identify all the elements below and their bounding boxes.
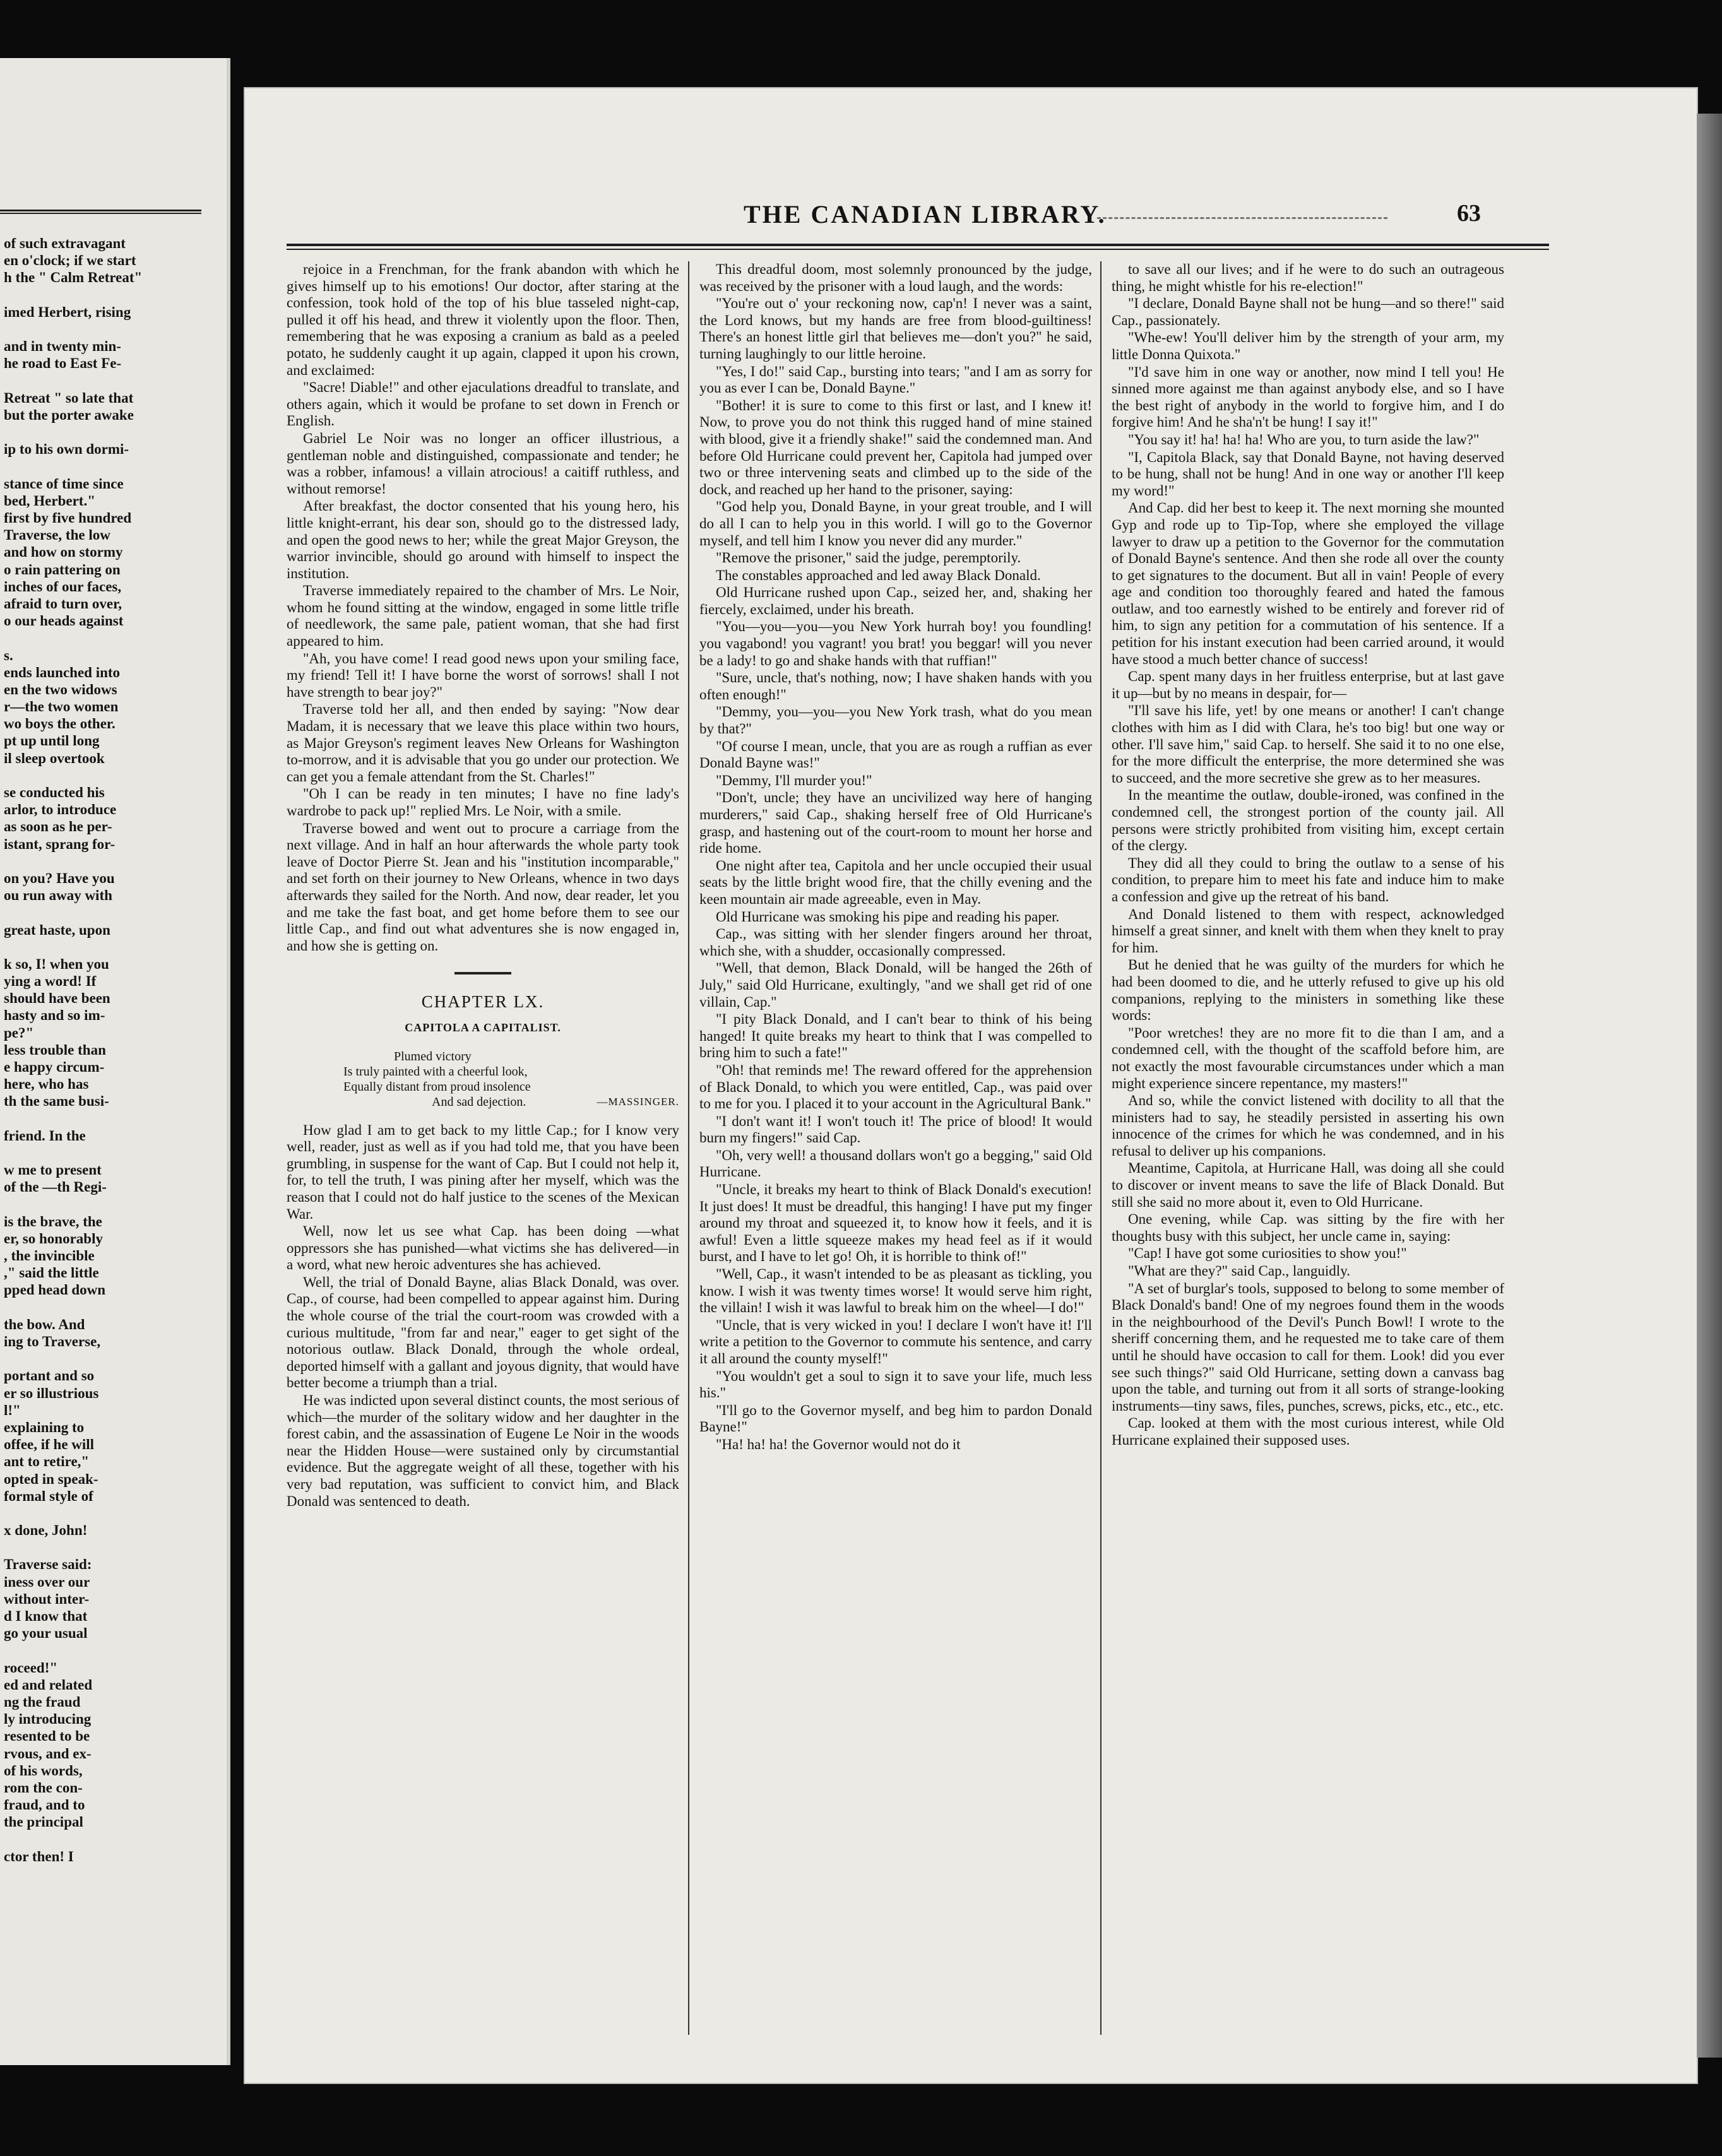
epigraph-line: Is truly painted with a cheerful look, (343, 1064, 528, 1079)
text-line: stance of time since (4, 475, 124, 492)
text-line: istant, sprang for- (4, 836, 116, 852)
paragraph: "Ha! ha! ha! the Governor would not do it (716, 1436, 961, 1452)
text-line: and how on stormy (4, 544, 123, 560)
text-line (4, 321, 218, 338)
text-line: as soon as he per- (4, 819, 112, 835)
paragraph: "Don't, uncle; they have an uncivilized way here of hanging murderers," said Cap., shaking herself free of Old Hurricane's grasp, and hastening out of the court-room to mount her horse and ride home. (699, 790, 1092, 856)
text-line (4, 1830, 218, 1847)
text-line: roceed!" (4, 1659, 58, 1676)
text-line: formal style of (4, 1488, 93, 1504)
paragraph: He was indicted upon several distinct counts, the most serious of which—the murder of the solitary widow and her daughter in the forest cabin, and the assassination of Eugene Le Noir in the woods near the Hidden House—were sustained only by circumstantial evidence. But the aggregate weight of all these, together with his very bad reputation, was sufficient to convict him, and Black Donald was sentenced to death. (287, 1392, 679, 1509)
text-line: inches of our faces, (4, 578, 122, 595)
column-divider (688, 261, 689, 2035)
left-page-text (4, 235, 218, 1865)
text-line (4, 1505, 218, 1522)
text-line: opted in speak- (4, 1471, 98, 1487)
text-line: ip to his own dormi- (4, 441, 129, 458)
paragraph: "A set of burglar's tools, supposed to belong to some member of Black Donald's band! One of my negroes found them in the woods in the neighbourhood of the Devil's Punch Bowl! I wrote to the sheriff concerning them, and he requested me to take care of them until he should have occasion to call for them. Look! did you ever see such things?" said Old Hurricane, setting down a canvass bag upon the table, and turning out from it all sorts of strange-looking instruments—tiny saws, files, punches, screws, picks, etc., etc., etc. (1112, 1280, 1504, 1414)
paragraph: "Well, Cap., it wasn't intended to be as pleasant as tickling, you know. I wish it was twenty times worse! It would serve him right, the villain! I wish it was lawful to break him on the wheel—I do!" (699, 1266, 1092, 1316)
text-line: , the invincible (4, 1248, 95, 1264)
paragraph: This dreadful doom, most solemnly pronounced by the judge, was received by the prisoner with a loud laugh, and the words: (699, 261, 1092, 294)
text-line: portant and so (4, 1368, 95, 1384)
paragraph: One evening, while Cap. was sitting by the fire with her thoughts busy with this subject, her uncle came in, saying: (1112, 1211, 1504, 1244)
chapter-heading: CHAPTER LX. (421, 992, 545, 1012)
text-line: resented to be (4, 1728, 90, 1744)
text-line: he road to East Fe- (4, 355, 122, 372)
left-page-fragment (0, 58, 230, 2065)
text-line: ed and related (4, 1676, 93, 1693)
text-line: ," said the little (4, 1265, 99, 1281)
header-rule (287, 244, 1549, 250)
paragraph: Traverse bowed and went out to procure a carriage from the next village. And in half an hour afterwards the whole party took leave of Doctor Pierre St. Jean and his "institution incomparable," and set forth on their journey to New Orleans, whence in two days afterwards they sailed for the North. And now, dear reader, let you and me take the fast boat, and get home before them to see our little Cap., and find out what adventures she is now engaged in, and how she is getting on. (287, 820, 679, 954)
paragraph: "Demmy, I'll murder you!" (716, 772, 872, 788)
paragraph: "I pity Black Donald, and I can't bear to think of his being hanged! It quite breaks my heart to think that I was compelled to bring him to such a fate!" (699, 1011, 1092, 1061)
text-line: h the " Calm Retreat" (4, 270, 143, 286)
text-line (4, 1539, 218, 1556)
epigraph-source: —MASSINGER. (597, 1095, 679, 1108)
text-line: of his words, (4, 1762, 83, 1779)
paragraph: "You wouldn't get a soul to sign it to save your life, much less his." (699, 1368, 1092, 1401)
paragraph: How glad I am to get back to my little Cap.; for I know very well, reader, just as well as if you had told me, that you have been grumbling, in suspense for the want of Cap. But I could not help it, for, to tell the truth, I was pining after her myself, which was the reason that I could not do half justice to the scenes of the Mexican War. (287, 1122, 679, 1222)
text-line: wo boys the other. (4, 716, 116, 732)
text-line (4, 287, 218, 304)
text-line: Retreat " so late that (4, 389, 134, 406)
text-line (4, 853, 218, 870)
paragraph: The constables approached and led away Black Donald. (716, 567, 1041, 583)
paragraph: In the meantime the outlaw, double-ironed, was confined in the condemned cell, the strongest portion of the county jail. All persons were strictly prohibited from visiting him, except certain of the clergy. (1112, 787, 1504, 854)
text-line: on you? Have you (4, 870, 115, 886)
paragraph: Cap. spent many days in her fruitless enterprise, but at last gave it up—but by no means in despair, for— (1112, 668, 1504, 701)
text-column-3 (1112, 261, 1504, 1450)
text-line: first by five hundred (4, 510, 132, 526)
paragraph: "God help you, Donald Bayne, in your great trouble, and I will do all I can to help you in this world. I will go to the Governor myself, and tell him I know you never did any murder." (699, 499, 1092, 548)
paragraph: Cap. looked at them with the most curious interest, while Old Hurricane explained their supposed uses. (1112, 1415, 1504, 1448)
column-divider (1100, 261, 1101, 2035)
paragraph: But he denied that he was guilty of the murders for which he had been doomed to die, and he utterly refused to give up his old companions, replying to the ministers in something like these words: (1112, 957, 1504, 1024)
paragraph: Old Hurricane rushed upon Cap., seized her, and, shaking her fiercely, exclaimed, under his breath. (699, 584, 1092, 617)
header-dash-ornament (1097, 217, 1387, 219)
epigraph-line: Plumed victory (394, 1049, 472, 1063)
paragraph: Gabriel Le Noir was no longer an officer illustrious, a gentleman noble and distinguished, compassionate and tender; he was a robber, infamous! a villain atrocious! a caitiff ruthless, and without remorse! (287, 430, 679, 497)
text-line: ng the fraud (4, 1693, 81, 1710)
paragraph: "Oh! that reminds me! The reward offered for the apprehension of Black Donald, to which you were entitled, Cap., was paid over to me for you. I placed it to your account in the Agricultural Bank." (699, 1062, 1092, 1112)
text-line: without inter- (4, 1590, 90, 1607)
text-line: th the same busi- (4, 1093, 109, 1110)
text-line: pe?" (4, 1024, 34, 1041)
text-line: pt up until long (4, 733, 100, 749)
paragraph: They did all they could to bring the outlaw to a sense of his condition, to prepare him to meet his fate and induce him to make a confession and give up the retreat of his band. (1112, 855, 1504, 904)
paragraph: "I'll go to the Governor myself, and beg him to pardon Donald Bayne!" (699, 1402, 1092, 1435)
text-line (4, 767, 218, 784)
text-line: o rain pattering on (4, 561, 121, 578)
paragraph: And so, while the convict listened with docility to all that the ministers had to say, he steadily persisted in asserting his own innocence of the crimes for which he was condemned, and in his refusal to deliver up his companions. (1112, 1093, 1504, 1159)
text-line: rvous, and ex- (4, 1745, 92, 1762)
paragraph: "Sure, uncle, that's nothing, now; I have shaken hands with you often enough!" (699, 670, 1092, 702)
text-line: here, who has (4, 1076, 89, 1093)
paragraph: "You're out o' your reckoning now, cap'n! I never was a saint, the Lord knows, but my hands are free from blood-guiltiness! There's an honest little girl that believes me—don't you?" he said, turning laughingly to our little heroine. (699, 295, 1092, 362)
text-line: Traverse, the low (4, 527, 110, 543)
text-line: rom the con- (4, 1779, 83, 1796)
paragraph: "I don't want it! I won't touch it! The price of blood! It would burn my fingers!" said Cap. (699, 1113, 1092, 1146)
text-line: il sleep overtook (4, 750, 105, 766)
paragraph: "Poor wretches! they are no more fit to die than I am, and a condemned cell, with the thought of the scaffold before him, are not exactly the most favourable circumstances under which a man might experience sincere repentance, my masters!" (1112, 1024, 1504, 1091)
paragraph: Old Hurricane was smoking his pipe and reading his paper. (716, 908, 1060, 925)
paragraph: to save all our lives; and if he were to do such an outrageous thing, he might whistle for his re-election!" (1112, 261, 1504, 294)
text-line (4, 904, 218, 921)
text-line: offee, if he will (4, 1436, 95, 1453)
paragraph: One night after tea, Capitola and her uncle occupied their usual seats by the little bright wood fire, that the chilly evening and the keen mountain air made agreeable, even in May. (699, 857, 1092, 907)
text-line: er, so honorably (4, 1230, 103, 1247)
paragraph: "Of course I mean, uncle, that you are as rough a ruffian as ever Donald Bayne was!" (699, 738, 1092, 771)
chapter-subtitle: CAPITOLA A CAPITALIST. (405, 1021, 561, 1034)
page-title: THE CANADIAN LIBRARY. (744, 200, 1107, 228)
text-line (4, 372, 218, 389)
text-line: bed, Herbert." (4, 492, 95, 509)
paragraph: "Whe-ew! You'll deliver him by the strength of your arm, my little Donna Quixota." (1112, 329, 1504, 362)
text-line: k so, I! when you (4, 956, 109, 972)
paragraph: "What are they?" said Cap., languidly. (1128, 1263, 1350, 1279)
text-line: iness over our (4, 1573, 90, 1590)
text-line: en the two widows (4, 681, 117, 697)
text-line: arlor, to introduce (4, 802, 117, 818)
paragraph: Traverse told her all, and then ended by saying: "Now dear Madam, it is necessary that we leave this place within two hours, as Major Greyson's regiment leaves New Orleans for Washington to-morrow, and it is advisable that you go under our protection. We can get you a female attendant from the St. Charles!" (287, 701, 679, 785)
paragraph: "I'd save him in one way or another, now mind I tell you! He sinned more against me than against anybody else, and so I have the best right of anybody in the world to forgive him, and I do forgive him! And he sha'n't be hung! I say it!" (1112, 364, 1504, 430)
paragraph: "I declare, Donald Bayne shall not be hung—and so there!" said Cap., passionately. (1112, 295, 1504, 328)
text-line: should have been (4, 990, 110, 1007)
text-line: er so illustrious (4, 1385, 99, 1401)
text-line: se conducted his (4, 785, 105, 800)
text-line (4, 939, 218, 956)
page-edge-shadow (1697, 114, 1722, 2058)
column-3-paragraphs (1112, 261, 1504, 1449)
epigraph (343, 1049, 679, 1110)
text-line: ly introducing (4, 1711, 92, 1727)
text-line (4, 1642, 218, 1659)
paragraph: "Cap! I have got some curiosities to show you!" (1128, 1245, 1407, 1262)
text-line: ou run away with (4, 887, 112, 904)
paragraph: "Oh, very well! a thousand dollars won't go a begging," said Old Hurricane. (699, 1147, 1092, 1180)
text-line: of the —th Regi- (4, 1179, 107, 1195)
text-line: e happy circum- (4, 1059, 105, 1075)
text-line: hasty and so im- (4, 1007, 105, 1024)
paragraph: rejoice in a Frenchman, for the frank abandon with which he gives himself up to his emotions! Our doctor, after staring at the confession, took hold of the top of his blue tasseled night-cap, pulled it off his head, and threw it violently upon the floor. Then, remembering that he was exposing a cranium as bald as a peeled potato, he suddenly caught it up again, clapped it upon his crown, and exclaimed: (287, 261, 679, 378)
paragraph: "Bother! it is sure to come to this first or last, and I knew it! Now, to prove you do not think this rugged hand of mine stained with blood, give it a friendly shake!" said the condemned man. And before Old Hurricane could prevent her, Capitola had jumped over two or three intervening seats and climbed up to the side of the dock, and reached up her hand to the prisoner, saying: (699, 397, 1092, 497)
paragraph: Meantime, Capitola, at Hurricane Hall, was doing all she could to discover or invent means to save the life of Black Donald. But still she said no more about it, even to Old Hurricane. (1112, 1160, 1504, 1210)
paragraph: "I'll save his life, yet! by one means or another! I can't change clothes with him as I did with Clara, he's too big! but one way or other. I'll save him," said Cap. to herself. She said it to no one else, for the more difficult the enterprise, the more determined she was to succeed, and the more secretive she grew as to her measures. (1112, 702, 1504, 786)
text-line: l!" (4, 1402, 21, 1418)
paragraph: Cap., was sitting with her slender fingers around her throat, which she, with a shudder, occasionally compressed. (699, 926, 1092, 959)
text-line: o our heads against (4, 613, 124, 629)
text-line: ends launched into (4, 664, 121, 680)
text-line: explaining to (4, 1419, 85, 1435)
chapter-separator-rule (454, 972, 511, 974)
text-line: ctor then! I (4, 1848, 74, 1864)
paragraph: "Demmy, you—you—you New York trash, what do you mean by that?" (699, 704, 1092, 737)
paragraph: "You say it! ha! ha! ha! Who are you, to turn aside the law?" (1128, 431, 1480, 447)
paragraph: "You—you—you—you New York hurrah boy! you foundling! you vagabond! you vagrant! you brat! you beggar! will you never be a lady! to go and shake hands with that ruffian!" (699, 619, 1092, 668)
left-page-header-rule (0, 210, 201, 214)
text-line (4, 1350, 218, 1367)
paragraph: "I, Capitola Black, say that Donald Bayne, not having deserved to be hung, shall not be hung! And in one way or another I'll keep my word!" (1112, 449, 1504, 499)
text-line (4, 1144, 218, 1161)
column-1-chapter-paragraphs (287, 1122, 679, 1510)
paragraph: "Uncle, it breaks my heart to think of Black Donald's execution! It just does! It must be dreadful, this hanging! I have put my finger around my throat and squeezed it, to know how it feels, and it is awful! Even a little squeeze makes my head feel as if it would burst, and I have to let go! Oh, it is horrible to think of!" (699, 1182, 1092, 1265)
text-line: en o'clock; if we start (4, 252, 136, 269)
text-line: but the porter awake (4, 406, 134, 423)
text-line: w me to present (4, 1162, 102, 1178)
paragraph: And Donald listened to them with respect, acknowledged himself a great sinner, and knelt with them when they knelt to pray for him. (1112, 906, 1504, 956)
text-line (4, 424, 218, 441)
text-line: go your usual (4, 1625, 88, 1642)
text-line (4, 458, 218, 475)
text-line: of such extravagant (4, 235, 126, 251)
text-line (4, 1196, 218, 1213)
text-line: ying a word! If (4, 973, 97, 990)
page-number: 63 (1457, 200, 1481, 227)
text-line: the bow. And (4, 1316, 85, 1332)
text-column-1 (287, 261, 679, 1510)
column-2-paragraphs (699, 261, 1092, 1454)
text-column-2 (699, 261, 1092, 1454)
column-1-paragraphs (287, 261, 679, 954)
paragraph: "Well, that demon, Black Donald, will be hanged the 26th of July," said Old Hurricane, exultingly, "and we shall get rid of one villain, Cap." (699, 960, 1092, 1010)
paragraph: "Uncle, that is very wicked in you! I declare I won't have it! I'll write a petition to the Governor to commute his sentence, and carry it all around the county myself!" (699, 1317, 1092, 1366)
paragraph: Well, now let us see what Cap. has been doing —what oppressors she has punished—what victims she has delivered—in a word, what new heroic adventures she has achieved. (287, 1223, 679, 1273)
text-line: fraud, and to (4, 1797, 85, 1813)
paragraph: And Cap. did her best to keep it. The next morning she mounted Gyp and rode up to Tip-Top, where she employed the village lawyer to draw up a petition to the Governor for the commutation of Donald Bayne's sentence. And then she rode all over the county to get signatures to the document. But all in vain! People of every age and condition too thoroughly feared and hated the famous outlaw, and too earnestly wished to be entirely and forever rid of him, to sign any petition for a commutation of his sentence. If a petition for his instant execution had been carried around, it would have stood a much better chance of success! (1112, 500, 1504, 667)
paragraph: "Oh I can be ready in ten minutes; I have no fine lady's wardrobe to pack up!" replied Mrs. Le Noir, with a smile. (287, 786, 679, 819)
text-line: r—the two women (4, 699, 119, 715)
paragraph: "Yes, I do!" said Cap., bursting into tears; "and I am as sorry for you as ever I can be, Donald Bayne." (699, 363, 1092, 396)
text-line: imed Herbert, rising (4, 304, 131, 320)
paragraph: Traverse immediately repaired to the chamber of Mrs. Le Noir, whom he found sitting at the window, engaged in some little trifle of needlework, the same pale, patient woman, that she had first appeared to him. (287, 583, 679, 649)
text-line: less trouble than (4, 1041, 106, 1058)
running-header (245, 199, 1697, 237)
text-line: ant to retire," (4, 1454, 90, 1470)
paragraph: "Remove the prisoner," said the judge, peremptorily. (716, 550, 1021, 566)
main-page (245, 88, 1697, 2083)
paragraph: "Sacre! Diable!" and other ejaculations dreadful to translate, and others again, which it would be profane to set down in French or English. (287, 379, 679, 429)
text-line: the principal (4, 1814, 83, 1830)
text-line: s. (4, 647, 13, 663)
text-line: x done, John! (4, 1522, 88, 1539)
text-line: ing to Traverse, (4, 1334, 101, 1349)
paragraph: "Ah, you have come! I read good news upon your smiling face, my friend! Tell it! I have borne the worst of sorrows! shall I not have strength to bear joy?" (287, 650, 679, 700)
text-line: afraid to turn over, (4, 595, 122, 612)
text-line (4, 1299, 218, 1316)
text-line: friend. In the (4, 1127, 86, 1144)
text-line: pped head down (4, 1282, 106, 1298)
text-line (4, 629, 218, 646)
text-line: d I know that (4, 1608, 88, 1624)
text-line: is the brave, the (4, 1213, 102, 1229)
paragraph: After breakfast, the doctor consented that his young hero, his little knight-errant, his dear son, should go to the distressed lady, and open the good news to her; while the great Major Greyson, the warrior invincible, should go around with himself to inspect the institution. (287, 498, 679, 581)
text-line: great haste, upon (4, 921, 110, 938)
epigraph-line: Equally distant from proud insolence (343, 1079, 531, 1094)
text-line: and in twenty min- (4, 338, 121, 355)
text-line (4, 1110, 218, 1127)
paragraph: Well, the trial of Donald Bayne, alias Black Donald, was over. Cap., of course, had been compelled to appear against him. During the whole course of the trial the court-room was crowded with a curious multitude, "from far and near," eager to get sight of the notorious outlaw. Black Donald, through the whole ordeal, deported himself with a gallant and joyous dignity, that would have better become a triumph than a trial. (287, 1274, 679, 1391)
text-line: Traverse said: (4, 1556, 92, 1573)
epigraph-line: And sad dejection. (432, 1094, 526, 1109)
